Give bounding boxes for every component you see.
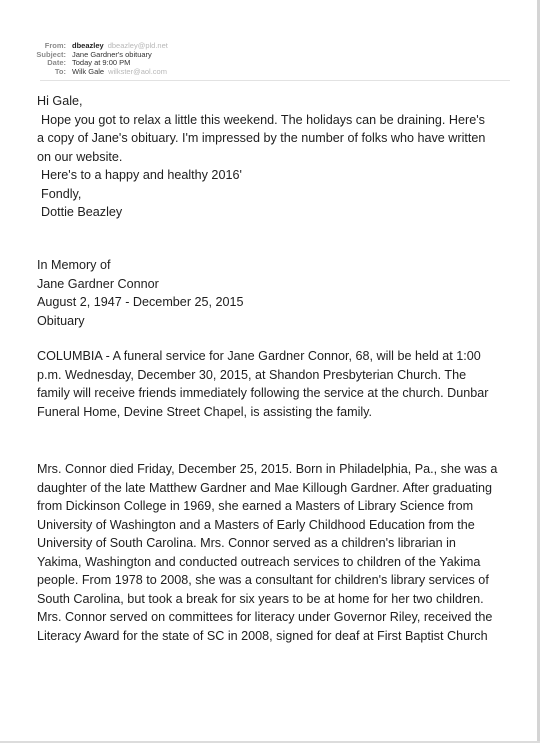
funeral-paragraph	[37, 347, 488, 421]
letter-line-1: Hope you got to relax a little this weekend. The holidays can be draining. Here's	[41, 112, 485, 127]
paragraph-line: people. From 1978 to 2008, she was a consultant for children's library services of	[37, 573, 489, 587]
paragraph-line: University of Washington and a Masters of Early Childhood Education from the	[37, 517, 475, 532]
email-header	[24, 42, 168, 76]
from-email: dbeazley@pld.net	[107, 41, 168, 50]
memorial-name: Jane Gardner Connor	[37, 276, 159, 291]
date-value: Today at 9:00 PM	[72, 58, 131, 68]
letter-line-4: Here's to a happy and healthy 2016'	[41, 168, 242, 182]
date-label: Date:	[47, 58, 66, 68]
paragraph-line: daughter of the late Matthew Gardner and Mae Killough Gardner. After graduating	[37, 480, 493, 495]
subject-label: Subject:	[36, 49, 66, 59]
letter-body	[37, 92, 517, 222]
paragraph-line: p.m. Wednesday, December 30, 2015, at Shandon Presbyterian Church. The	[37, 367, 467, 382]
to-row	[24, 68, 168, 77]
memorial-heading: In Memory of	[37, 258, 111, 272]
to-email: wilkster@aol.com	[108, 66, 167, 76]
from-name: dbeazley	[72, 41, 104, 50]
memorial-label: Obituary	[37, 313, 85, 328]
paragraph-line: University of South Carolina. Mrs. Connor served as a children's librarian in	[37, 536, 456, 550]
paragraph-line: Literacy Award for the state of SC in 2008, signed for deaf at First Baptist Church	[37, 628, 488, 643]
header-divider	[40, 80, 510, 81]
greeting: Hi Gale,	[37, 94, 83, 108]
memorial-dates: August 2, 1947 - December 25, 2015	[37, 295, 244, 309]
paragraph-line: South Carolina, but took a break for six years to be at home for her two children.	[37, 591, 484, 606]
signature: Dottie Beazley	[41, 205, 123, 219]
paragraph-line: Mrs. Connor served on committees for literacy under Governor Riley, received the	[37, 610, 493, 624]
paragraph-line: Yakima, Washington and conducted outreach services to children of the Yakima	[37, 554, 481, 569]
paragraph-line: from Dickinson College in 1969, she earned a Masters of Library Science from	[37, 499, 474, 513]
from-label: From:	[44, 41, 66, 50]
letter-line-3: on our website.	[37, 149, 123, 164]
closing: Fondly,	[41, 186, 82, 201]
letter-line-2: a copy of Jane's obituary. I'm impressed by the number of folks who have written	[37, 131, 486, 145]
memorial-block	[37, 256, 244, 330]
paragraph-line: COLUMBIA - A funeral service for Jane Gardner Connor, 68, will be held at 1:00	[37, 349, 481, 363]
to-label: To:	[54, 66, 66, 76]
paragraph-line: family will receive friends immediately following the service at the church. Dunbar	[37, 386, 489, 400]
biography-paragraph	[37, 460, 497, 645]
to-name: Wilk Gale	[72, 66, 105, 76]
paragraph-line: Mrs. Connor died Friday, December 25, 2015. Born in Philadelphia, Pa., she was a	[37, 462, 498, 476]
paragraph-line: Funeral Home, Devine Street Chapel, is assisting the family.	[37, 404, 373, 419]
subject-value: Jane Gardner's obituary	[72, 49, 152, 59]
